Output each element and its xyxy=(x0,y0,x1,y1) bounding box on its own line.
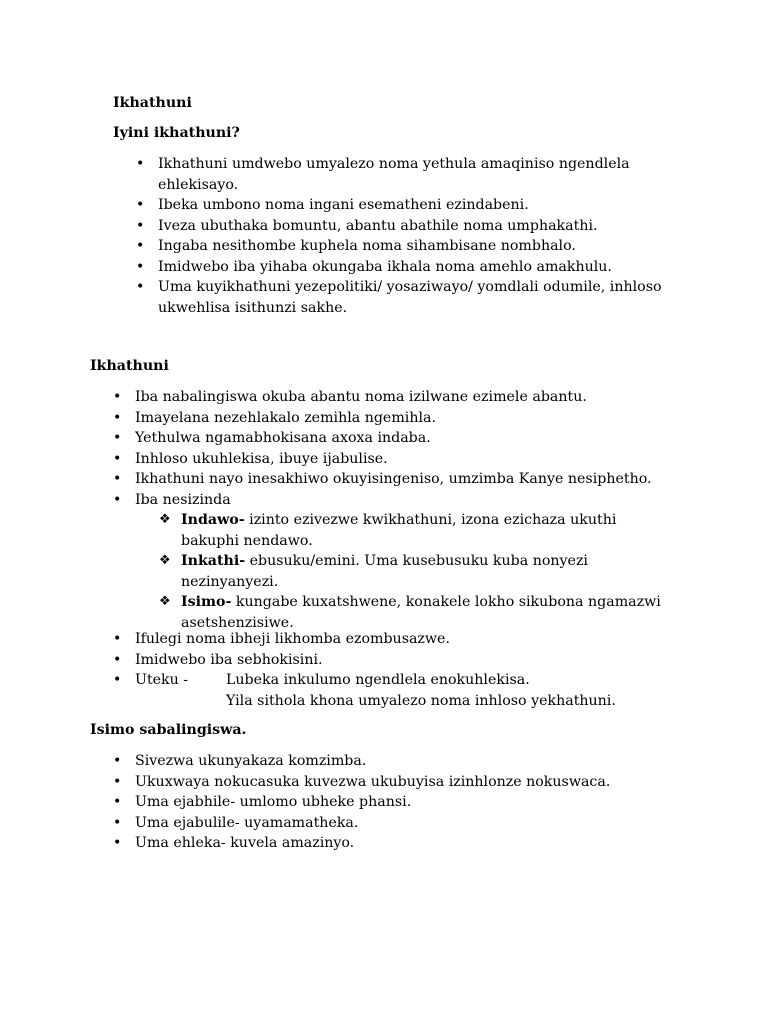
list-item: • Ibeka umbono noma ingani esematheni ezindabeni. xyxy=(158,195,678,216)
list-item: • Imidwebo iba yihaba okungaba ikhala noma amehlo amakhulu. xyxy=(158,257,678,278)
list-item: • Uma ejabulile- uyamamatheka. xyxy=(135,813,695,834)
list-item: • Ikhathuni umdwebo umyalezo noma yethula amaqiniso ngendlela ehlekisayo. xyxy=(136,156,630,193)
section1-list xyxy=(136,154,678,318)
section2-list xyxy=(113,387,695,510)
list-item: • Iba nabalingiswa okuba abantu noma izilwane ezimele abantu. xyxy=(135,387,695,408)
list-item: • Sivezwa ukunyakaza komzimba. xyxy=(135,751,695,772)
bullet-icon: • xyxy=(113,753,122,769)
section3-list xyxy=(113,751,695,854)
bullet-icon: • xyxy=(113,651,122,668)
bullet-icon: • xyxy=(113,491,122,508)
list-item: • Ukuxwaya nokucasuka kuvezwa ukubuyisa izinhlonze nokuswaca. xyxy=(135,772,695,793)
subitem-isimo: ❖ Isimo- kungabe kuxatshwene, konakele lokho sikubona ngamazwi asetshenzisiwe. xyxy=(159,594,661,631)
list-item: • Imayelana nezehlakalo zemihla ngemihla. xyxy=(135,408,695,429)
section2-list-continued xyxy=(113,629,695,711)
bullet-icon: • xyxy=(113,430,122,446)
list-item: • Ikhathuni nayo inesakhiwo okuyisingeniso, umzimba Kanye nesiphetho. xyxy=(135,469,695,490)
bullet-icon: • xyxy=(113,794,122,810)
section1-title: Ikhathuni xyxy=(113,95,192,111)
list-item: • Imidwebo iba sebhokisini. xyxy=(135,650,695,671)
list-item: • Uma ejabhile- umlomo ubheke phansi. xyxy=(135,792,695,813)
bullet-icon: • xyxy=(136,258,145,275)
bullet-icon: • xyxy=(113,389,122,405)
uteku-label: Uteku - xyxy=(135,672,189,688)
subitem-inkathi: ❖ Inkathi- ebusuku/emini. Uma kusebusuku kuba nonyezi nezinyanyezi. xyxy=(159,553,588,590)
bullet-icon: • xyxy=(136,156,145,172)
bullet-icon: • xyxy=(136,197,145,213)
list-item-uteku xyxy=(113,670,695,711)
uteku-line2: Yila sithola khona umyalezo noma inhloso yekhathuni. xyxy=(226,692,616,709)
bullet-icon: • xyxy=(113,631,122,647)
bullet-icon: • xyxy=(136,238,145,254)
list-item: • Inhloso ukuhlekisa, ibuye ijabulise. xyxy=(135,449,695,470)
bullet-icon: • xyxy=(113,409,122,426)
bullet-icon: • xyxy=(113,672,122,688)
bullet-icon: • xyxy=(113,773,122,790)
section2-title: Ikhathuni xyxy=(90,358,169,374)
uteku-line1: Lubeka inkulumo ngendlela enokuhlekisa. xyxy=(226,672,530,688)
list-item: • Yethulwa ngamabhokisana axoxa indaba. xyxy=(135,428,695,449)
bullet-icon: • xyxy=(136,279,145,295)
bullet-icon: • xyxy=(113,471,122,487)
setting-subitems xyxy=(159,510,691,633)
list-item: • Iveza ubuthaka bomuntu, abantu abathile noma umphakathi. xyxy=(158,216,678,237)
list-item: • Ifulegi noma ibheji likhomba ezombusazwe. xyxy=(135,629,695,650)
list-item: • Uma kuyikhathuni yezepolitiki/ yosaziwayo/ yomdlali odumile, inhloso ukwehlisa isithunzi sakhe. xyxy=(136,279,662,316)
bullet-icon: • xyxy=(113,450,122,467)
bullet-icon: • xyxy=(113,835,122,851)
diamond-bullet-icon: ❖ xyxy=(159,594,171,609)
bullet-icon: • xyxy=(113,814,122,831)
diamond-bullet-icon: ❖ xyxy=(159,512,171,527)
list-item: • Ingaba nesithombe kuphela noma sihambisane nombhalo. xyxy=(158,236,678,257)
list-item: • Uma ehleka- kuvela amazinyo. xyxy=(135,833,695,854)
section3-title: Isimo sabalingiswa. xyxy=(90,722,247,738)
bullet-icon: • xyxy=(136,217,145,234)
section1-question: Iyini ikhathuni? xyxy=(113,125,240,141)
diamond-bullet-icon: ❖ xyxy=(159,553,171,568)
subitem-indawo: ❖ Indawo- izinto ezivezwe kwikhathuni, izona ezichaza ukuthi bakuphi nendawo. xyxy=(159,512,617,549)
list-item: • Iba nesizinda xyxy=(135,490,695,511)
